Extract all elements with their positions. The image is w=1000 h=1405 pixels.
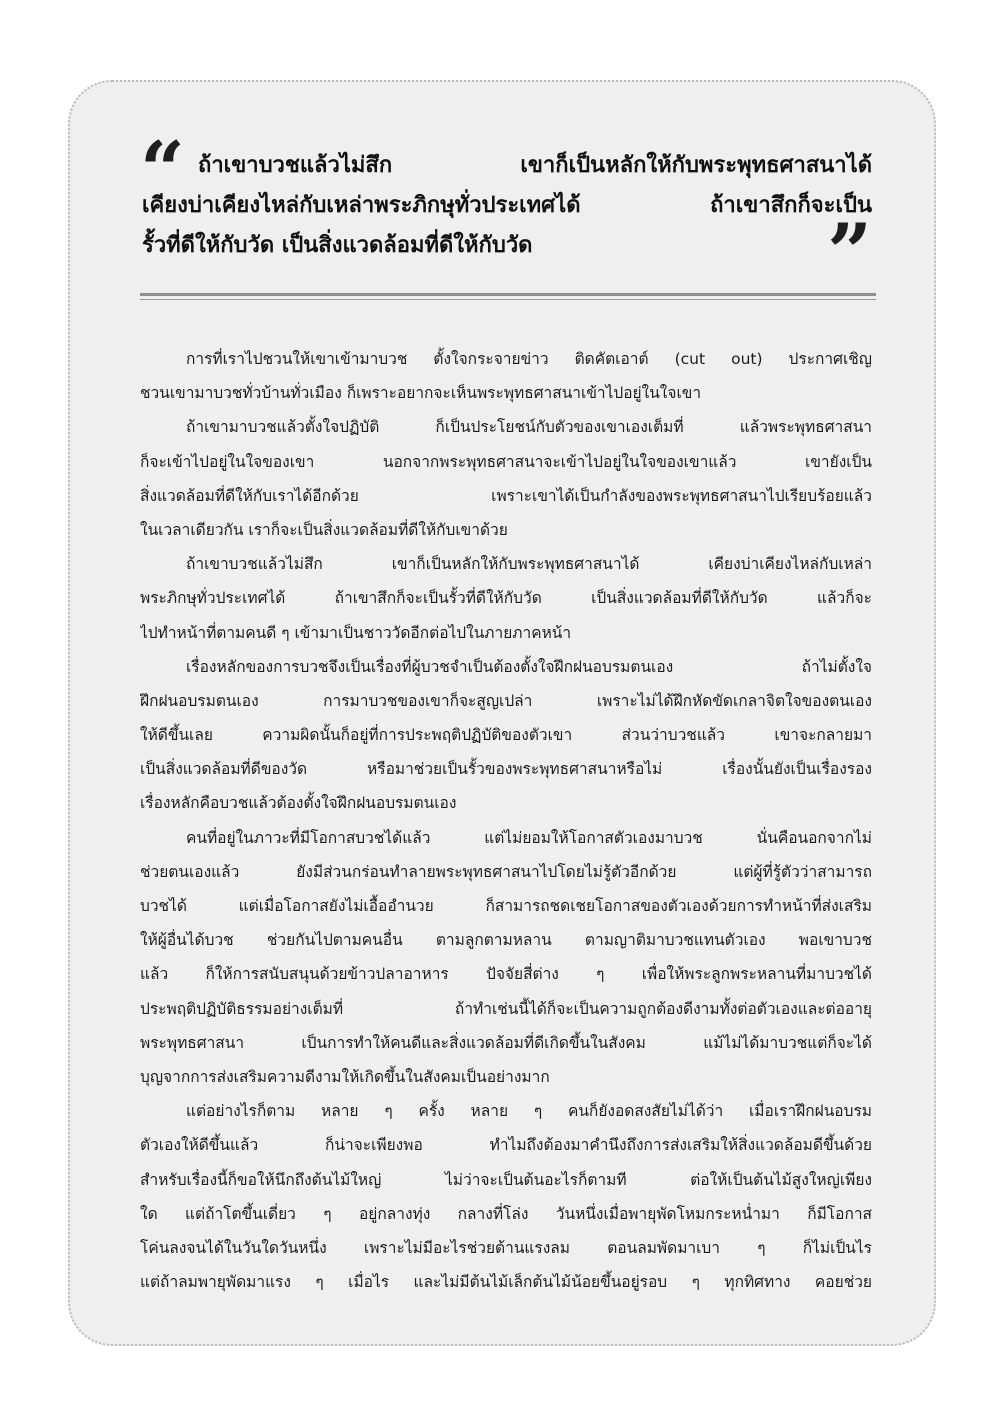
body-line: ตัวเองให้ดีขึ้นแล้ว ก็น่าจะเพียงพอ ทำไมถึงต้องมาคำนึงถึงการส่งเสริมให้สิ่งแวดล้อมดีขึ้นด้วย: [140, 1136, 872, 1155]
body-line: พระภิกษุทั่วประเทศได้ ถ้าเขาสึกก็จะเป็นรั้วที่ดีให้กับวัด เป็นสิ่งแวดล้อมที่ดีให้กับวัด แล้วก็จะ: [140, 589, 872, 608]
body-line: พระพุทธศาสนา เป็นการทำให้คนดีและสิ่งแวดล้อมที่ดีเกิดขึ้นในสังคม แม้ไม่ได้มาบวชแต่ก็จะได้: [140, 1033, 872, 1052]
body-line: ฝึกฝนอบรมตนเอง การมาบวชของเขาก็จะสูญเปล่า เพราะไม่ได้ฝึกหัดขัดเกลาจิตใจของตนเอง: [140, 691, 872, 710]
pull-quote: [140, 125, 876, 298]
body-line: ในเวลาเดียวกัน เราก็จะเป็นสิ่งแวดล้อมที่ดีให้กับเขาด้วย: [140, 520, 508, 539]
body-line: แต่อย่างไรก็ตาม หลาย ๆ ครั้ง หลาย ๆ คนก็ยังอดสงสัยไม่ได้ว่า เมื่อเราฝึกฝนอบรม: [186, 1102, 872, 1121]
body-line: สิ่งแวดล้อมที่ดีให้กับเราได้อีกด้วย เพราะเขาได้เป็นกำลังของพระพุทธศาสนาไปเรียบร้อยแล้ว: [140, 486, 872, 505]
divider-rule-thin: [140, 299, 876, 300]
body-line: เป็นสิ่งแวดล้อมที่ดีของวัด หรือมาช่วยเป็นรั้วของพระพุทธศาสนาหรือไม่ เรื่องนั้นยังเป็นเรื่องรอง: [140, 760, 872, 779]
pull-quote-line-2: เคียงบ่าเคียงไหล่กับเหล่าพระภิกษุทั่วประเทศได้ ถ้าเขาสึกก็จะเป็น: [142, 193, 872, 218]
body-line: บุญจากการส่งเสริมความดีงามให้เกิดขึ้นในสังคมเป็นอย่างมาก: [140, 1067, 550, 1086]
body-line: ไปทำหน้าที่ตามคนดี ๆ เข้ามาเป็นชาววัดอีกต่อไปในภายภาคหน้า: [140, 623, 572, 642]
body-line: ใด แต่ถ้าโตขึ้นเดี่ยว ๆ อยู่กลางทุ่ง กลางที่โล่ง วันหนึ่งเมื่อพายุพัดโหมกระหน่ำมา ก็มีโอกาส: [140, 1204, 872, 1223]
body-line: ก็จะเข้าไปอยู่ในใจของเขา นอกจากพระพุทธศาสนาจะเข้าไปอยู่ในใจของเขาแล้ว เขายังเป็น: [140, 452, 872, 471]
body-line: บวชได้ แต่เมื่อโอกาสยังไม่เอื้ออำนวย ก็สามารถชดเชยโอกาสของตัวเองด้วยการทำหน้าที่ส่งเสริม: [140, 897, 872, 915]
body-line: คนที่อยู่ในภาวะที่มีโอกาสบวชได้แล้ว แต่ไม่ยอมให้โอกาสตัวเองมาบวช นั่นคือนอกจากไม่: [186, 828, 872, 847]
body-line: ให้ดีขึ้นเลย ความผิดนั้นก็อยู่ที่การประพฤติปฏิบัติของตัวเขา ส่วนว่าบวชแล้ว เขาจะกลายมา: [140, 726, 872, 745]
body-line: ประพฤติปฏิบัติธรรมอย่างเต็มที่ ถ้าทำเช่นนี้ได้ก็จะเป็นความถูกต้องดีงามทั้งต่อตัวเองและต่ออายุ: [140, 999, 872, 1018]
body-line: เรื่องหลักคือบวชแล้วต้องตั้งใจฝึกฝนอบรมตนเอง: [140, 794, 457, 813]
body-line: ชวนเขามาบวชทั่วบ้านทั่วเมือง ก็เพราะอยากจะเห็นพระพุทธศาสนาเข้าไปอยู่ในใจเขา: [140, 384, 702, 403]
body-text: [140, 342, 872, 1299]
body-line: โค่นลงจนได้ในวันใดวันหนึ่ง เพราะไม่มีอะไรช่วยต้านแรงลม ตอนลมพัดมาเบา ๆ ก็ไม่เป็นไร: [140, 1238, 872, 1257]
body-line: ถ้าเขาบวชแล้วไม่สึก เขาก็เป็นหลักให้กับพระพุทธศาสนาได้ เคียงบ่าเคียงไหล่กับเหล่า: [186, 555, 872, 574]
body-line: สำหรับเรื่องนี้ก็ขอให้นึกถึงต้นไม้ใหญ่ ไม่ว่าจะเป็นต้นอะไรก็ตามที ต่อให้เป็นต้นไม้สูงใหญ่เพียง: [140, 1170, 872, 1189]
divider-rule-thick: [140, 293, 876, 296]
open-quote-mark: “: [140, 125, 185, 216]
pull-quote-line-3: รั้วที่ดีให้กับวัด เป็นสิ่งแวดล้อมที่ดีให้กับวัด: [142, 233, 533, 258]
body-line: แล้ว ก็ให้การสนับสนุนด้วยข้าวปลาอาหาร ปัจจัยสี่ต่าง ๆ เพื่อให้พระลูกพระหลานที่มาบวชได้: [140, 965, 872, 984]
body-line: ช่วยตนเองแล้ว ยังมีส่วนกร่อนทำลายพระพุทธศาสนาไปโดยไม่รู้ตัวอีกด้วย แต่ผู้ที่รู้ตัวว่าสามารถ: [140, 862, 872, 881]
body-line: แต่ถ้าลมพายุพัดมาแรง ๆ เมื่อไร และไม่มีต้นไม้เล็กต้นไม้น้อยขึ้นอยู่รอบ ๆ ทุกทิศทาง คอยช่วย: [140, 1273, 872, 1292]
body-line: เรื่องหลักของการบวชจึงเป็นเรื่องที่ผู้บวชจำเป็นต้องตั้งใจฝึกฝนอบรมตนเอง ถ้าไม่ตั้งใจ: [186, 657, 872, 676]
close-quote-mark: ”: [827, 207, 872, 298]
pull-quote-line-1: ถ้าเขาบวชแล้วไม่สึก เขาก็เป็นหลักให้กับพระพุทธศาสนาได้: [198, 153, 872, 178]
body-line: การที่เราไปชวนให้เขาเข้ามาบวช ตั้งใจกระจายข่าว ติดคัตเอาต์ (cut out) ประกาศเชิญ: [186, 350, 872, 368]
body-line: ให้ผู้อื่นได้บวช ช่วยกันไปตามคนอื่น ตามลูกตามหลาน ตามญาติมาบวชแทนตัวเอง พอเขาบวช: [140, 931, 872, 950]
body-line: ถ้าเขามาบวชแล้วตั้งใจปฏิบัติ ก็เป็นประโยชน์กับตัวของเขาเองเต็มที่ แล้วพระพุทธศาสนา: [186, 418, 872, 437]
